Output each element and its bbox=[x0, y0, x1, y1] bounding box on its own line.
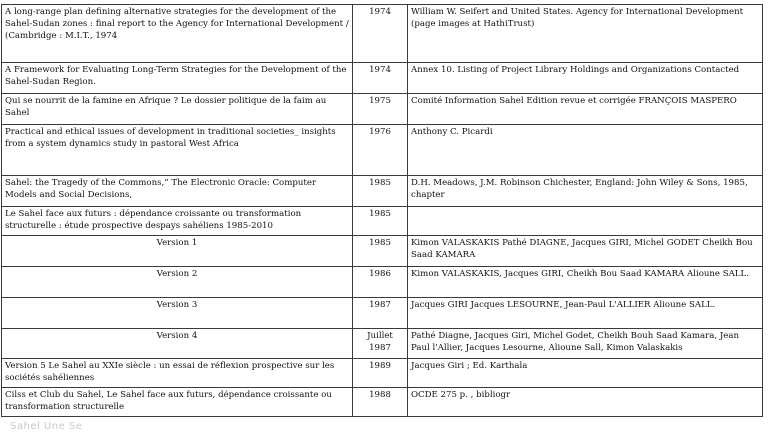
year-cell: 1986 bbox=[353, 267, 408, 298]
title-cell: Qui se nourrit de la famine en Afrique ? Le dossier politique de la faim au Sahel bbox=[2, 94, 353, 125]
year-cell: 1976 bbox=[353, 125, 408, 176]
table-row bbox=[2, 298, 763, 329]
year-cell: 1985 bbox=[353, 236, 408, 267]
year-cell: 1987 bbox=[353, 298, 408, 329]
year-cell: Juillet 1987 bbox=[353, 329, 408, 359]
source-cell: Anthony C. Picardi bbox=[408, 125, 763, 176]
title-cell: A Framework for Evaluating Long-Term Strategies for the Development of the Sahel-Sudan Region. bbox=[2, 63, 353, 94]
year-cell: 1975 bbox=[353, 94, 408, 125]
source-cell: Annex 10. Listing of Project Library Holdings and Organizations Contacted bbox=[408, 63, 763, 94]
table-row bbox=[2, 63, 763, 94]
title-cell: Practical and ethical issues of development in traditional societies_ insights from a system dynamics study in pastoral West Africa bbox=[2, 125, 353, 176]
watermark-text: Sahel Une Se bbox=[10, 421, 83, 432]
year-cell: 1974 bbox=[353, 5, 408, 63]
year-cell: 1985 bbox=[353, 176, 408, 207]
title-cell: A long-range plan defining alternative strategies for the development of the Sahel-Sudan zones : final report to the Agency for International Development / (Cambridge : M.I.T., 1974 bbox=[2, 5, 353, 63]
source-cell: OCDE 275 p. , bibliogr bbox=[408, 388, 763, 417]
source-cell: Jacques GIRI Jacques LESOURNE, Jean-Paul L'ALLIER Alioune SALL. bbox=[408, 298, 763, 329]
source-cell: Comité Information Sahel Edition revue et corrigée FRANÇOIS MASPERO bbox=[408, 94, 763, 125]
title-cell: Sahel: the Tragedy of the Commons,” The Electronic Oracle: Computer Models and Social Decisions, bbox=[2, 176, 353, 207]
bibliography-table bbox=[1, 4, 763, 417]
table-row bbox=[2, 207, 763, 236]
version-label-cell: Version 3 bbox=[2, 298, 353, 329]
table-row bbox=[2, 388, 763, 417]
version-label-cell: Version 4 bbox=[2, 329, 353, 359]
title-cell: Le Sahel face aux futurs : dépendance croissante ou transformation structurelle : étude prospective despays sahéliens 1985-2010 bbox=[2, 207, 353, 236]
year-cell: 1985 bbox=[353, 207, 408, 236]
source-cell: Kimon VALASKAKIS Pathé DIAGNE, Jacques GIRI, Michel GODET Cheikh Bou Saad KAMARA bbox=[408, 236, 763, 267]
source-cell bbox=[408, 207, 763, 236]
source-cell: William W. Seifert and United States. Agency for International Development (page images at HathiTrust) bbox=[408, 5, 763, 63]
version-label-cell: Version 1 bbox=[2, 236, 353, 267]
table-row bbox=[2, 329, 763, 359]
table-row bbox=[2, 267, 763, 298]
table-row bbox=[2, 94, 763, 125]
table-row bbox=[2, 176, 763, 207]
year-cell: 1989 bbox=[353, 359, 408, 388]
year-cell: 1974 bbox=[353, 63, 408, 94]
version-label-cell: Version 2 bbox=[2, 267, 353, 298]
source-cell: Pathé Diagne, Jacques Giri, Michel Godet, Cheikh Bouh Saad Kamara, Jean Paul l'Allier, Jacques Lesourne, Alioune Sall, Kimon Valaskakis bbox=[408, 329, 763, 359]
table-row bbox=[2, 236, 763, 267]
table-row bbox=[2, 5, 763, 63]
year-cell: 1988 bbox=[353, 388, 408, 417]
source-cell: Kimon VALASKAKIS, Jacques GIRI, Cheikh Bou Saad KAMARA Alioune SALL. bbox=[408, 267, 763, 298]
title-cell: Cilss et Club du Sahel, Le Sahel face aux futurs, dépendance croissante ou transformation structurelle bbox=[2, 388, 353, 417]
title-cell: Version 5 Le Sahel au XXIe siècle : un essai de réflexion prospective sur les sociétés sahéliennes bbox=[2, 359, 353, 388]
table-row bbox=[2, 359, 763, 388]
source-cell: D.H. Meadows, J.M. Robinson Chichester, England: John Wiley & Sons, 1985, chapter bbox=[408, 176, 763, 207]
source-cell: Jacques Giri ; Ed. Karthala bbox=[408, 359, 763, 388]
table-row bbox=[2, 125, 763, 176]
